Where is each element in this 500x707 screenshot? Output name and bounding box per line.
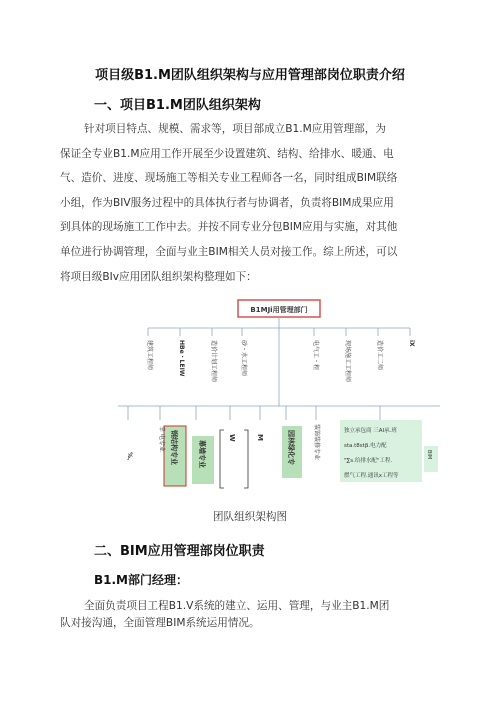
org-upper-branches (146, 340, 415, 382)
org-upper-branch: 电气工・程 (312, 340, 319, 371)
paragraph-line: 气、造价、进度、现场施工等相关专业工程师各一名，同时组成BIM联络 (60, 172, 398, 185)
subsection-paragraph (60, 598, 440, 632)
org-upper-branch: 砂・水工程师 (240, 340, 247, 377)
figure-caption: 团队组织架构图 (212, 511, 288, 523)
section1-heading: 一、项目B1.M团队组织架构 (94, 98, 261, 113)
paragraph-line: 针对项目特点、规模、需求等，项目部成立B1.M应用管理部，为 (84, 123, 386, 135)
org-lower-branch: 幸 电专业 (158, 426, 165, 452)
paragraph-line: 将项目级BIv应用团队组织架构整理如下： (60, 270, 257, 283)
org-lower-branch: M (256, 434, 264, 441)
org-upper-branch: 建筑工程师 (146, 340, 153, 371)
org-list-item: "∑s.给排水配"工程. (344, 458, 393, 464)
org-lower-branches (126, 424, 321, 468)
org-upper-connectors (118, 317, 440, 420)
paragraph-line: 到具体的现场施工工作中去。并按不同专业分包BIM应用与实施，对其他 (60, 221, 398, 234)
paragraph-line: 小组，作为BIV服务过程中的具体执行者与协调者，负责将BIM成果应用 (60, 196, 394, 209)
org-list-item: 燃气工程.通讯x工程等 (344, 473, 399, 479)
org-lower-branch: 钢结构专业 (170, 430, 178, 465)
org-lower-branch: 园林绿化专 (287, 430, 295, 465)
section2-heading: 二、BIM应用管理部岗位职责 (94, 544, 265, 559)
org-lower-branch: W (228, 434, 236, 442)
org-list-item: sta.t8stβ.电力配 (344, 443, 387, 449)
subsection-heading: B1.M部门经理： (94, 573, 188, 587)
org-upper-branch: 造价计划工程师 (210, 340, 217, 383)
paragraph-line: 保证全专业B1.M应用工作开展至少设置建筑、结构、给排水、暖通、电 (60, 147, 394, 160)
org-upper-branch: 现场施工工程师 (344, 340, 351, 383)
org-lower-branch: 装饰装修专业 (313, 424, 320, 461)
org-root-label: B1MJi用管理部门 (250, 306, 308, 314)
document-title: 项目级B1.M团队组织架构与应用管理部岗位职责介绍 (95, 68, 405, 83)
org-upper-branch: 造价工二师 (376, 340, 383, 371)
org-list-item: 独立承包商 三AI承.班 (344, 428, 397, 434)
org-lower-branch: 幕墙专业 (198, 440, 206, 468)
org-upper-branch: HBe・LEIW (178, 340, 185, 377)
paragraph-line: 全面负责项目工程B1.V系统的建立、运用、管理，与业主B1.M团 (84, 600, 390, 612)
org-side-tag: BIM (426, 450, 432, 460)
section1-paragraph (60, 117, 440, 289)
org-chart (118, 296, 440, 500)
org-lower-branch: %、 (126, 452, 133, 465)
org-upper-branch: iX (408, 340, 415, 347)
paragraph-line: 队对接沟通，全面管理BIM系统运用情况。 (60, 617, 260, 629)
paragraph-line: 单位进行协调管理，全面与业主BIM相关人员对接工作。综上所述，可以 (60, 245, 398, 258)
